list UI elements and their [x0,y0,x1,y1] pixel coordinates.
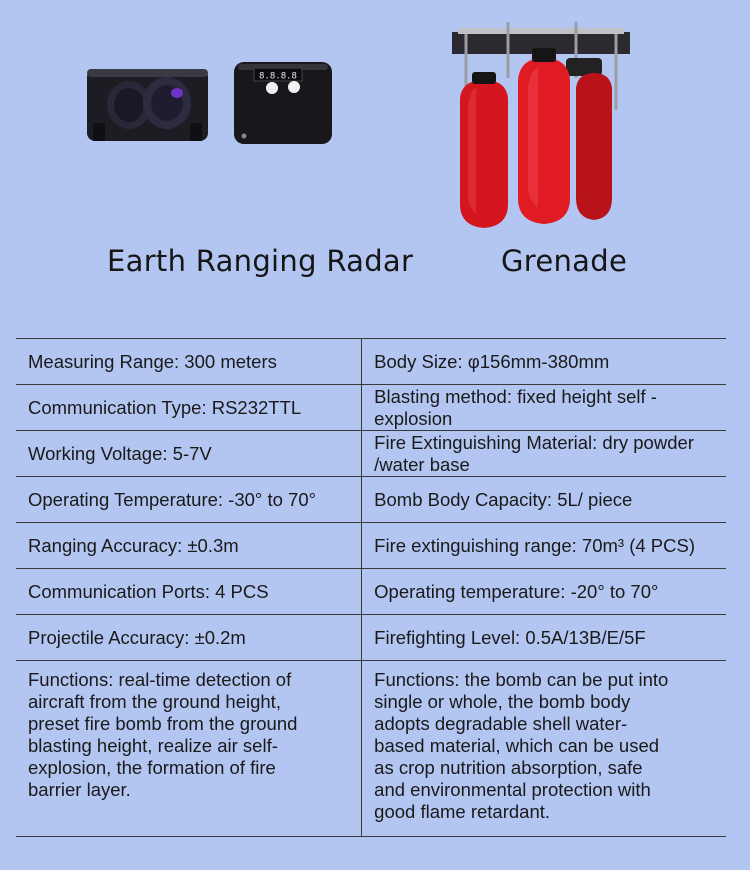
grenade-caption: Grenade [501,244,628,278]
function-line: explosion, the formation of fire [28,757,276,778]
spec-row [16,431,726,477]
grenade-spec-cell: Blasting method: fixed height self - explosion [362,385,726,431]
grenade-cluster-image [448,18,634,233]
ranging-radar-sensor-image [85,65,210,145]
spec-row [16,385,726,431]
function-line: as crop nutrition absorption, safe [374,757,643,778]
grenade-spec-cell: Bomb Body Capacity: 5L/ piece [362,477,726,523]
radar-spec-cell: Operating Temperature: -30° to 70° [16,477,362,523]
spec-row [16,339,726,385]
radar-spec-cell: Projectile Accuracy: ±0.2m [16,615,362,661]
grenade-functions-cell [362,661,726,837]
grenade-spec-cell: Firefighting Level: 0.5A/13B/E/5F [362,615,726,661]
spec-row [16,477,726,523]
grenade-spec-cell: Operating temperature: -20° to 70° [362,569,726,615]
function-line: based material, which can be used [374,735,660,756]
function-line: Functions: real-time detection of [28,669,292,690]
function-line: good flame retardant. [374,801,551,822]
radar-spec-cell: Measuring Range: 300 meters [16,339,362,385]
function-line: single or whole, the bomb body [374,691,631,712]
radar-functions-cell [16,661,362,837]
functions-row [16,661,726,837]
radar-spec-cell: Communication Type: RS232TTL [16,385,362,431]
spec-row [16,523,726,569]
function-line: aircraft from the ground height, [28,691,281,712]
radar-spec-cell: Ranging Accuracy: ±0.3m [16,523,362,569]
function-line: adopts degradable shell water- [374,713,628,734]
spec-row [16,569,726,615]
radar-caption: Earth Ranging Radar [107,244,414,278]
function-line: Functions: the bomb can be put into [374,669,669,690]
controller-display-text: 8.8.8.8 [259,71,297,82]
grenade-spec-cell: Fire extinguishing range: 70m³ (4 PCS) [362,523,726,569]
radar-spec-cell: Communication Ports: 4 PCS [16,569,362,615]
specifications-table [16,338,726,837]
function-line: preset fire bomb from the ground [28,713,298,734]
function-line: blasting height, realize air self- [28,735,278,756]
function-line: and environmental protection with [374,779,651,800]
function-line: barrier layer. [28,779,131,800]
grenade-spec-cell: Body Size: φ156mm-380mm [362,339,726,385]
product-images-section [0,0,750,330]
grenade-spec-cell: Fire Extinguishing Material: dry powder /water base [362,431,726,477]
controller-box-image [230,58,335,146]
radar-spec-cell: Working Voltage: 5-7V [16,431,362,477]
spec-row [16,615,726,661]
